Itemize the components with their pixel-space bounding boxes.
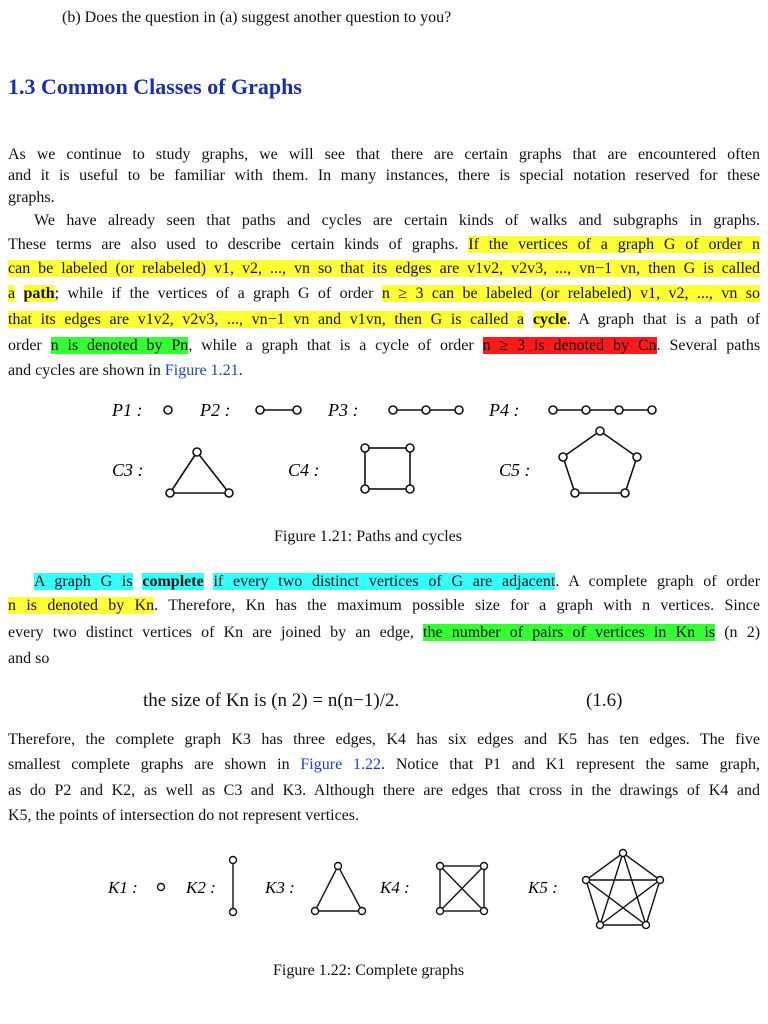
para2-text: . A graph that is a path of	[566, 311, 761, 328]
highlight-path-definition-cont: can be labeled (or relabeled) v1, v2, ..., vn so that its edges are v1v2, v2v3, ..., vn−1 vn, then G is called	[8, 260, 760, 277]
term-cycle: cycle	[532, 311, 567, 328]
section-title: 1.3 Common Classes of Graphs	[8, 74, 302, 99]
highlight-cycle-definition: n ≥ 3 can be labeled (or relabeled) v1, v2, ..., vn so	[381, 285, 760, 302]
top-question-line: (b) Does the question in (a) suggest another question to you?	[62, 9, 452, 26]
para1-line3: graphs.	[8, 189, 55, 206]
para2-line6	[8, 334, 760, 359]
figure-1-21-caption: Figure 1.21: Paths and cycles	[274, 528, 462, 545]
para4-line2	[8, 753, 760, 778]
para1-line2: and it is useful to be familiar with them. In many instances, there is special notation reserved for these	[8, 167, 760, 184]
para4-line1: Therefore, the complete graph K3 has three edges, K4 has six edges and K5 has ten edges. The five	[8, 731, 760, 748]
para3-text: . A complete graph of order	[555, 573, 761, 590]
figure-1-22-diagram	[0, 845, 768, 935]
para2-text: and cycles are shown in	[8, 362, 161, 379]
label-k4: K4 :	[380, 878, 410, 897]
para2-line4	[8, 282, 760, 307]
para4-text: . Notice that P1 and K1 represent the same graph,	[381, 756, 761, 773]
para3-line3	[8, 621, 760, 646]
vertex-p1	[164, 406, 172, 414]
para2-line1: We have already seen that paths and cycles are certain kinds of walks and subgraphs in graphs.	[34, 212, 760, 229]
highlight-complete-notation: n is denoted by Kn	[8, 597, 155, 614]
para3-line4: and so	[8, 650, 50, 667]
figure-1-22-caption: Figure 1.22: Complete graphs	[273, 962, 465, 979]
highlight-path-notation: n is denoted by Pn	[50, 337, 189, 354]
figure-1-21-link[interactable]: Figure 1.21	[164, 362, 239, 379]
para3-text: every two distinct vertices of Kn are joined by an edge,	[8, 624, 414, 641]
para2-line2	[8, 233, 760, 258]
label-k1: K1 :	[108, 878, 138, 897]
label-p3: P3 :	[328, 400, 359, 420]
highlight-cycle-notation: n ≥ 3 is denoted by Cn	[482, 337, 657, 354]
label-c3: C3 :	[112, 460, 144, 480]
label-p2: P2 :	[200, 400, 231, 420]
label-k5: K5 :	[528, 878, 558, 897]
highlight-pairs-count: the number of pairs of vertices in Kn is	[423, 624, 715, 641]
figure-1-21-diagram	[0, 390, 768, 505]
para2-line3	[8, 257, 760, 282]
term-path: path	[23, 285, 55, 302]
label-k2: K2 :	[186, 878, 216, 897]
binomial-n-2: (n 2)	[724, 624, 761, 641]
para2-line7	[8, 359, 760, 384]
label-c5: C5 :	[499, 460, 531, 480]
label-c4: C4 :	[288, 460, 320, 480]
figure-1-22-link[interactable]: Figure 1.22	[300, 756, 381, 773]
label-k3: K3 :	[265, 878, 295, 897]
para4-text: smallest complete graphs are shown in	[8, 756, 290, 773]
highlight-complete-definition-cont: if every two distinct vertices of G are adjacent	[213, 573, 556, 590]
para1-line1: As we continue to study graphs, we will see that there are certain graphs that are encountered often	[8, 146, 760, 163]
highlight-a: a	[8, 285, 16, 302]
label-p4: P4 :	[489, 400, 520, 420]
para2-line5	[8, 308, 760, 333]
highlight-path-definition: If the vertices of a graph G of order n	[468, 236, 761, 253]
para2-text: , while a graph that is a cycle of order	[188, 337, 474, 354]
para4-line4: K5, the points of intersection do not represent vertices.	[8, 807, 360, 824]
para4-line3: as do P2 and K2, as well as C3 and K3. Although there are edges that cross in the drawings of K4 and	[8, 782, 760, 799]
equation-number: (1.6)	[586, 690, 623, 711]
para2-text: .	[238, 362, 243, 379]
highlight-cycle-definition-cont: that its edges are v1v2, v2v3, ..., vn−1 vn and v1vn, then G is called a	[8, 311, 525, 328]
label-p1: P1 :	[112, 400, 143, 420]
highlight-complete-definition: A graph G is	[34, 573, 133, 590]
para2-text: These terms are also used to describe certain kinds of graphs.	[8, 236, 459, 253]
para3-line2	[8, 594, 760, 619]
para3-line1	[34, 570, 760, 595]
para2-text: . Several paths	[656, 337, 761, 354]
para2-text: order	[8, 337, 42, 354]
term-complete: complete	[142, 573, 204, 590]
equation-1-6: the size of Kn is (n 2) = n(n−1)/2.	[143, 690, 400, 711]
para2-text: ; while if the vertices of a graph G of order	[54, 285, 374, 302]
para3-text: . Therefore, Kn has the maximum possible size for a graph with n vertices. Since	[154, 597, 761, 614]
